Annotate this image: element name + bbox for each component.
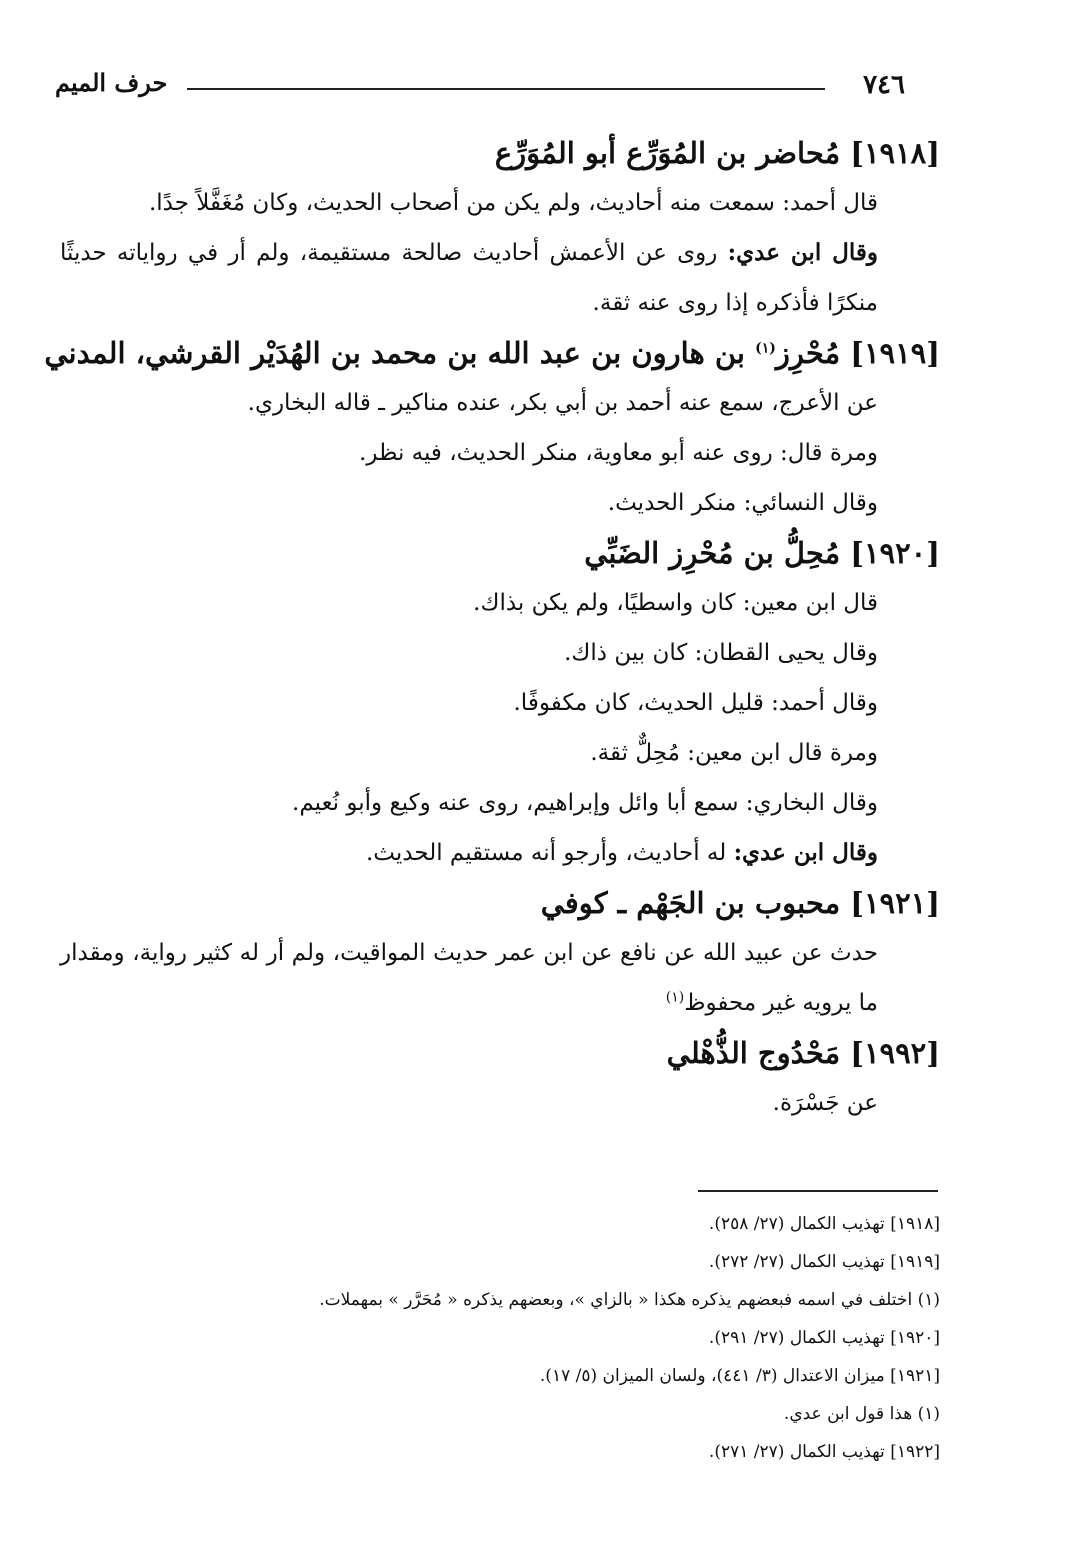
footnote: [١٩٢٢] تهذيب الكمال (٢٧/ ٢٧١). [708,1442,940,1462]
page-body [44,128,940,1128]
footnote: [١٩١٩] تهذيب الكمال (٢٧/ ٢٧٢). [708,1252,940,1272]
paragraph-text: روى عن الأعمش أحاديث صالحة مستقيمة، ولم أر في رواياته حديثًا منكرًا فأذكره إذا روى عنه ثقة. [60,240,878,316]
entry-heading: [١٩١٨] مُحاضر بن المُوَرِّع أبو المُوَرِّع [494,136,940,170]
entry-heading: [١٩٢١] محبوب بن الجَهْم ـ كوفي [540,886,940,920]
entry-paragraph [60,228,940,328]
page-number: ٧٤٦ [863,70,905,100]
entry-paragraph [60,928,940,1028]
entry-paragraph: وقال أحمد: قليل الحديث، كان مكفوفًا. [513,690,878,716]
entry-paragraph: وقال النسائي: منكر الحديث. [607,490,878,516]
header-rule [187,88,825,90]
entry-paragraph [60,178,940,228]
entry-paragraph: قال ابن معين: كان واسطيًا، ولم يكن بذاك. [473,590,878,616]
paragraph-text: حدث عن عبيد الله عن نافع عن ابن عمر حديث المواقيت، ولم أر له كثير رواية، ومقدار ما يرويه غير محفوظ [60,940,878,1016]
entry-paragraph: عن الأعرج، سمع عنه أحمد بن أبي بكر، عنده مناكير ـ قاله البخاري. [247,390,878,416]
heading-part: [١٩١٩] مُحْرِز [775,336,940,370]
footnote: [١٩١٨] تهذيب الكمال (٢٧/ ٢٥٨). [708,1214,940,1234]
entry-heading [44,328,940,378]
footnote-separator [698,1190,938,1192]
entry-paragraph: وقال البخاري: سمع أبا وائل وإبراهيم، روى عنه وكيع وأبو نُعيم. [292,790,878,816]
paragraph-text: له أحاديث، وأرجو أنه مستقيم الحديث. [365,840,734,866]
footnote: (١) هذا قول ابن عدي. [783,1404,940,1424]
entry-paragraph: وقال يحيى القطان: كان بين ذاك. [564,640,878,666]
footnote-ref[interactable]: (١) [755,340,776,357]
entry-paragraph [60,828,940,878]
paragraph-lead: وقال ابن عدي: [727,239,878,266]
footnote-ref[interactable]: (١) [665,989,685,1006]
entry-heading: [١٩٢٠] مُحِلُّ بن مُحْرِز الضَبِّي [584,536,940,570]
paragraph-lead: وقال ابن عدي: [733,839,878,866]
entry-paragraph: ومرة قال: روى عنه أبو معاوية، منكر الحديث، فيه نظر. [359,440,878,466]
entry-heading: [١٩٩٢] مَحْدُوج الذُّهْلي [666,1036,940,1070]
entry-paragraph: ومرة قال ابن معين: مُحِلٌّ ثقة. [590,740,878,766]
footnote: [١٩٢١] ميزان الاعتدال (٣/ ٤٤١)، ولسان الميزان (٥/ ١٧). [539,1366,940,1386]
heading-part: بن هارون بن عبد الله بن محمد بن الهُدَيْر القرشي، المدني [44,336,756,370]
entry-paragraph: عن جَسْرَة. [772,1090,878,1116]
footnote: [١٩٢٠] تهذيب الكمال (٢٧/ ٢٩١). [708,1328,940,1348]
footnotes [160,1205,940,1471]
footnote: (١) اختلف في اسمه فبعضهم يذكره هكذا « بالزاي »، وبعضهم يذكره « مُحَرَّر » بمهملات. [319,1290,940,1310]
running-title: حرف الميم [55,68,168,97]
page-header [55,68,905,108]
paragraph-text: قال أحمد: سمعت منه أحاديث، ولم يكن من أصحاب الحديث، وكان مُغَفَّلاً جدًا. [148,190,878,216]
